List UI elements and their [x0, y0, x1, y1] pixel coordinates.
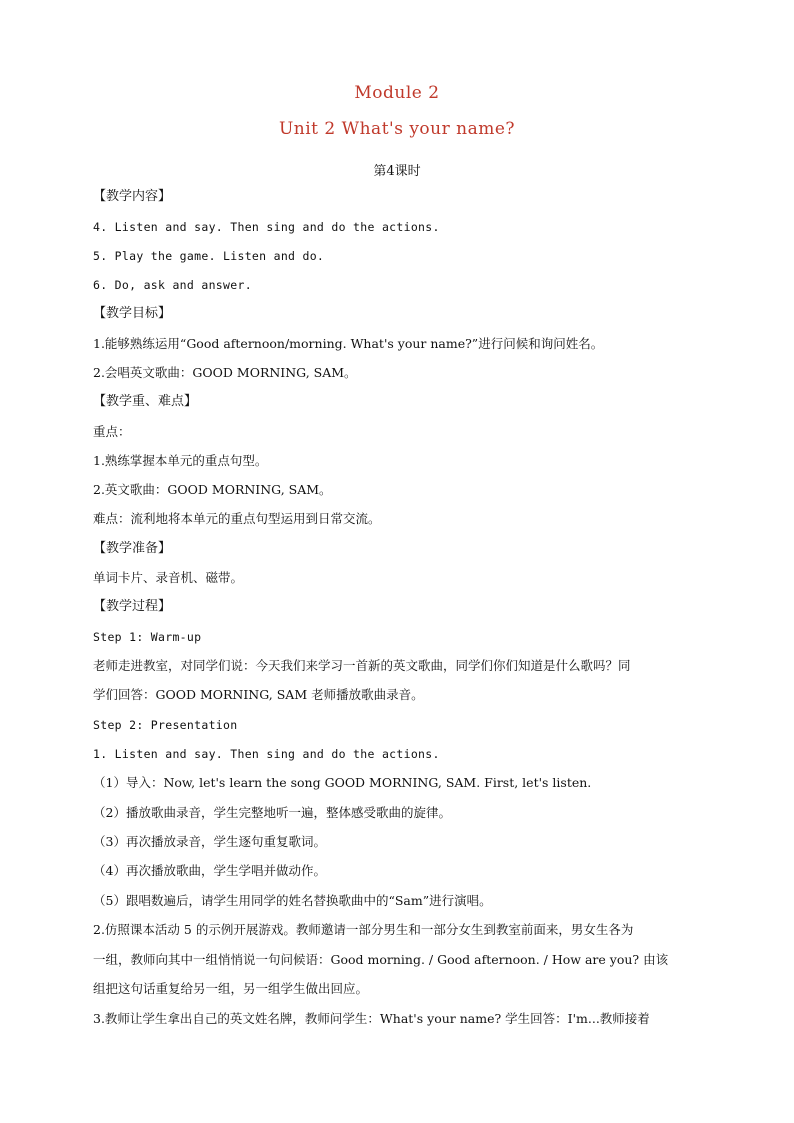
goals-heading: 【教学目标】	[93, 306, 172, 321]
content-item-6: 6. Do, ask and answer.	[93, 278, 252, 292]
step-2-sub-1: （1）导入：Now, let's learn the song GOOD MORNING, SAM. First, let's listen.	[93, 775, 592, 790]
goal-item-2: 2.会唱英文歌曲：GOOD MORNING, SAM。	[93, 365, 357, 380]
step-1-title: Step 1: Warm-up	[93, 630, 202, 644]
content-item-4: 4. Listen and say. Then sing and do the actions.	[93, 220, 440, 234]
keypoints-label: 重点：	[93, 424, 131, 439]
step-2-item-1: 1. Listen and say. Then sing and do the actions.	[93, 747, 440, 761]
lesson-label: 第4课时	[373, 164, 421, 179]
keypoints-heading: 【教学重、难点】	[93, 394, 198, 409]
unit-title: Unit 2 What's your name?	[278, 119, 516, 139]
step-1-text-line2: 学们回答：GOOD MORNING, SAM 老师播放歌曲录音。	[93, 687, 424, 702]
step-2-sub-3: （3）再次播放录音，学生逐句重复歌词。	[93, 834, 326, 849]
keypoint-item-2: 2.英文歌曲：GOOD MORNING, SAM。	[93, 482, 332, 497]
step-2-sub-4: （4）再次播放歌曲，学生学唱并做动作。	[93, 863, 326, 878]
step-2-item-2-line2: 一组，教师向其中一组悄悄说一句问候语：Good morning. / Good afternoon. / How are you? 由该	[93, 952, 669, 967]
prep-text: 单词卡片、录音机、磁带。	[93, 570, 244, 585]
goal-item-1: 1.能够熟练运用“Good afternoon/morning. What's your name?”进行问候和询问姓名。	[93, 336, 604, 351]
keypoint-item-1: 1.熟练掌握本单元的重点句型。	[93, 453, 268, 468]
step-2-item-2-line1: 2.仿照课本活动 5 的示例开展游戏。教师邀请一部分男生和一部分女生到教室前面来，男女生各为	[93, 922, 634, 937]
process-heading: 【教学过程】	[93, 599, 172, 614]
module-title: Module 2	[354, 83, 440, 103]
prep-heading: 【教学准备】	[93, 541, 172, 556]
step-2-sub-2: （2）播放歌曲录音，学生完整地听一遍，整体感受歌曲的旋律。	[93, 805, 451, 820]
step-2-item-3-line1: 3.教师让学生拿出自己的英文姓名牌，教师问学生：What's your name? 学生回答：I'm...教师接着	[93, 1011, 650, 1026]
step-1-text-line1: 老师走进教室，对同学们说：今天我们来学习一首新的英文歌曲，同学们你们知道是什么歌吗？同	[93, 658, 631, 673]
content-item-5: 5. Play the game. Listen and do.	[93, 249, 325, 263]
difficulty-text: 难点：流利地将本单元的重点句型运用到日常交流。	[93, 511, 381, 526]
step-2-sub-5: （5）跟唱数遍后，请学生用同学的姓名替换歌曲中的“Sam”进行演唱。	[93, 893, 492, 908]
step-2-title: Step 2: Presentation	[93, 718, 238, 732]
step-2-item-2-line3: 组把这句话重复给另一组，另一组学生做出回应。	[93, 981, 369, 996]
content-heading: 【教学内容】	[93, 189, 172, 204]
